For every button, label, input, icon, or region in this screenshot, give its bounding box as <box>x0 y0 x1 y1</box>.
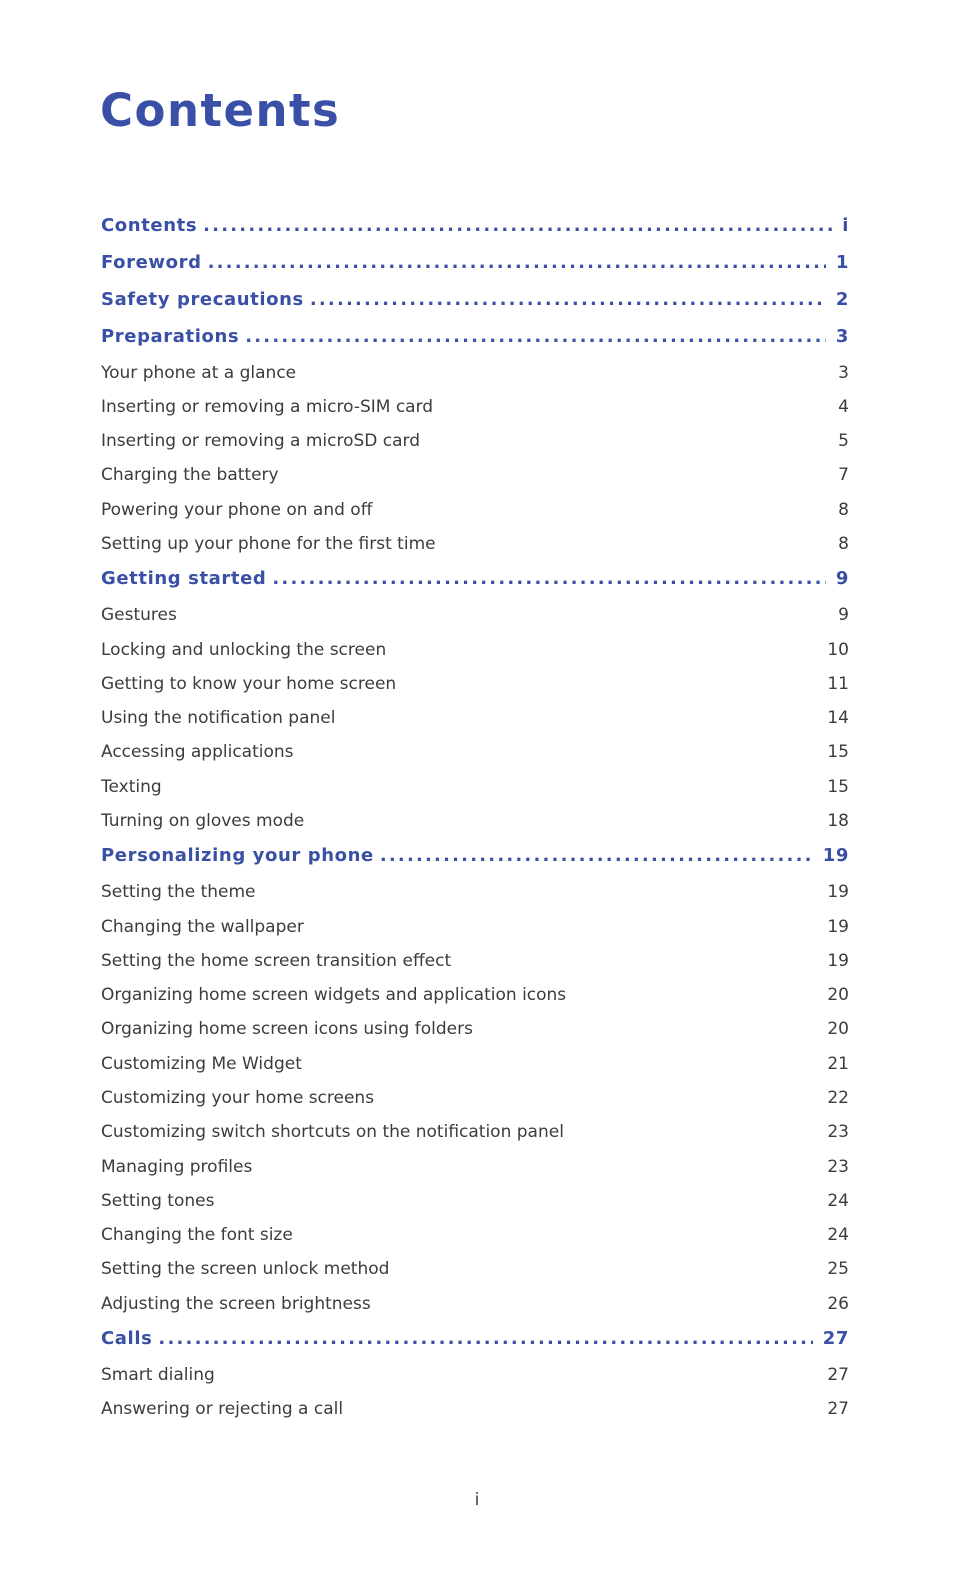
toc-chapter-entry[interactable] <box>101 568 849 605</box>
toc-chapter-entry[interactable] <box>101 326 849 363</box>
toc-section-entry[interactable] <box>101 811 849 845</box>
toc-section-entry[interactable] <box>101 777 849 811</box>
toc-section-entry[interactable] <box>101 1019 849 1053</box>
toc-section-entry[interactable] <box>101 1191 849 1225</box>
toc-entry-page-number: 19 <box>827 950 849 971</box>
toc-entry-page-number: 24 <box>827 1190 849 1211</box>
toc-entry-title: Customizing Me Widget <box>101 1053 302 1074</box>
toc-section-entry[interactable] <box>101 951 849 985</box>
dot-leader <box>208 252 826 273</box>
toc-entry-page-number: 8 <box>838 499 849 520</box>
toc-entry-page-number: 24 <box>827 1225 849 1246</box>
toc-section-entry[interactable] <box>101 1259 849 1293</box>
toc-entry-page-number: 26 <box>827 1293 849 1314</box>
toc-entry-title: Contents <box>101 215 198 236</box>
dot-leader <box>272 568 826 589</box>
toc-section-entry[interactable] <box>101 1157 849 1191</box>
toc-entry-page-number: 20 <box>827 985 849 1006</box>
toc-entry-page-number: 1 <box>835 251 849 273</box>
toc-entry-title: Foreword <box>101 251 202 273</box>
toc-entry-title: Getting to know your home screen <box>101 673 397 694</box>
toc-section-entry[interactable] <box>101 674 849 708</box>
toc-entry-title: Setting the home screen transition effect <box>101 950 452 971</box>
toc-section-entry[interactable] <box>101 742 849 776</box>
toc-section-entry[interactable] <box>101 1365 849 1399</box>
toc-section-entry[interactable] <box>101 1399 849 1433</box>
toc-entry-page-number: 27 <box>827 1399 849 1420</box>
toc-entry-title: Inserting or removing a microSD card <box>101 431 421 452</box>
toc-entry-title: Setting the screen unlock method <box>101 1259 390 1280</box>
toc-section-entry[interactable] <box>101 985 849 1019</box>
toc-section-entry[interactable] <box>101 1122 849 1156</box>
toc-section-entry[interactable] <box>101 917 849 951</box>
toc-chapter-entry[interactable] <box>101 1328 849 1365</box>
toc-entry-page-number: 19 <box>822 845 849 867</box>
table-of-contents <box>101 215 849 1434</box>
toc-chapter-entry[interactable] <box>101 289 849 326</box>
toc-section-entry[interactable] <box>101 431 849 465</box>
toc-entry-page-number: 9 <box>838 605 849 626</box>
toc-section-entry[interactable] <box>101 534 849 568</box>
toc-entry-title: Accessing applications <box>101 742 294 763</box>
toc-entry-title: Customizing your home screens <box>101 1087 375 1108</box>
toc-entry-page-number: 27 <box>822 1328 849 1350</box>
toc-entry-title: Answering or rejecting a call <box>101 1399 344 1420</box>
toc-chapter-entry[interactable] <box>101 215 849 252</box>
toc-entry-title: Locking and unlocking the screen <box>101 639 387 660</box>
dot-leader <box>380 845 813 866</box>
toc-entry-title: Calls <box>101 1328 153 1350</box>
toc-entry-page-number: 3 <box>838 362 849 383</box>
toc-entry-page-number: 18 <box>827 811 849 832</box>
toc-entry-title: Powering your phone on and off <box>101 499 373 520</box>
toc-section-entry[interactable] <box>101 882 849 916</box>
page-title: Contents <box>100 84 341 137</box>
toc-entry-title: Turning on gloves mode <box>101 811 305 832</box>
toc-entry-title: Changing the font size <box>101 1225 293 1246</box>
toc-entry-title: Adjusting the screen brightness <box>101 1293 371 1314</box>
toc-section-entry[interactable] <box>101 500 849 534</box>
toc-entry-page-number: 14 <box>827 708 849 729</box>
toc-section-entry[interactable] <box>101 363 849 397</box>
toc-section-entry[interactable] <box>101 397 849 431</box>
dot-leader <box>310 289 826 310</box>
toc-entry-title: Inserting or removing a micro-SIM card <box>101 396 434 417</box>
toc-entry-page-number: 15 <box>827 742 849 763</box>
toc-entry-title: Organizing home screen widgets and application icons <box>101 985 567 1006</box>
toc-entry-page-number: 4 <box>838 396 849 417</box>
toc-entry-page-number: 3 <box>835 325 849 347</box>
toc-entry-page-number: 20 <box>827 1019 849 1040</box>
toc-chapter-entry[interactable] <box>101 252 849 289</box>
toc-section-entry[interactable] <box>101 1294 849 1328</box>
toc-entry-title: Charging the battery <box>101 465 279 486</box>
toc-entry-page-number: 11 <box>827 673 849 694</box>
toc-entry-page-number: 23 <box>827 1156 849 1177</box>
toc-entry-title: Setting up your phone for the first time <box>101 534 436 555</box>
toc-entry-page-number: 9 <box>835 568 849 590</box>
toc-entry-page-number: 10 <box>827 639 849 660</box>
toc-entry-title: Safety precautions <box>101 288 304 310</box>
toc-entry-page-number: i <box>842 215 849 236</box>
toc-entry-title: Managing profiles <box>101 1156 253 1177</box>
toc-entry-title: Preparations <box>101 325 240 347</box>
toc-entry-title: Setting tones <box>101 1190 215 1211</box>
toc-entry-page-number: 5 <box>838 431 849 452</box>
dot-leader <box>203 215 832 236</box>
toc-entry-page-number: 27 <box>827 1364 849 1385</box>
toc-entry-title: Changing the wallpaper <box>101 916 304 937</box>
toc-entry-title: Organizing home screen icons using folders <box>101 1019 473 1040</box>
toc-section-entry[interactable] <box>101 1054 849 1088</box>
toc-section-entry[interactable] <box>101 708 849 742</box>
toc-entry-title: Using the notification panel <box>101 708 336 729</box>
dot-leader <box>158 1328 812 1349</box>
toc-entry-page-number: 23 <box>827 1122 849 1143</box>
toc-entry-title: Texting <box>101 776 162 797</box>
toc-entry-title: Gestures <box>101 605 177 626</box>
toc-section-entry[interactable] <box>101 465 849 499</box>
toc-section-entry[interactable] <box>101 1225 849 1259</box>
toc-entry-page-number: 22 <box>827 1087 849 1108</box>
toc-entry-page-number: 8 <box>838 534 849 555</box>
toc-entry-page-number: 15 <box>827 776 849 797</box>
toc-entry-title: Getting started <box>101 568 267 590</box>
toc-entry-page-number: 7 <box>838 465 849 486</box>
toc-entry-page-number: 25 <box>827 1259 849 1280</box>
dot-leader <box>245 326 826 347</box>
toc-section-entry[interactable] <box>101 640 849 674</box>
toc-entry-page-number: 2 <box>835 288 849 310</box>
toc-section-entry[interactable] <box>101 1088 849 1122</box>
toc-section-entry[interactable] <box>101 605 849 639</box>
toc-entry-title: Setting the theme <box>101 882 256 903</box>
toc-entry-title: Smart dialing <box>101 1364 215 1385</box>
toc-entry-page-number: 19 <box>827 916 849 937</box>
page-number: i <box>474 1490 480 1510</box>
toc-entry-page-number: 19 <box>827 882 849 903</box>
toc-entry-title: Customizing switch shortcuts on the notification panel <box>101 1122 564 1143</box>
toc-entry-title: Your phone at a glance <box>101 362 297 383</box>
toc-chapter-entry[interactable] <box>101 845 849 882</box>
toc-entry-page-number: 21 <box>827 1053 849 1074</box>
toc-entry-title: Personalizing your phone <box>101 845 374 867</box>
